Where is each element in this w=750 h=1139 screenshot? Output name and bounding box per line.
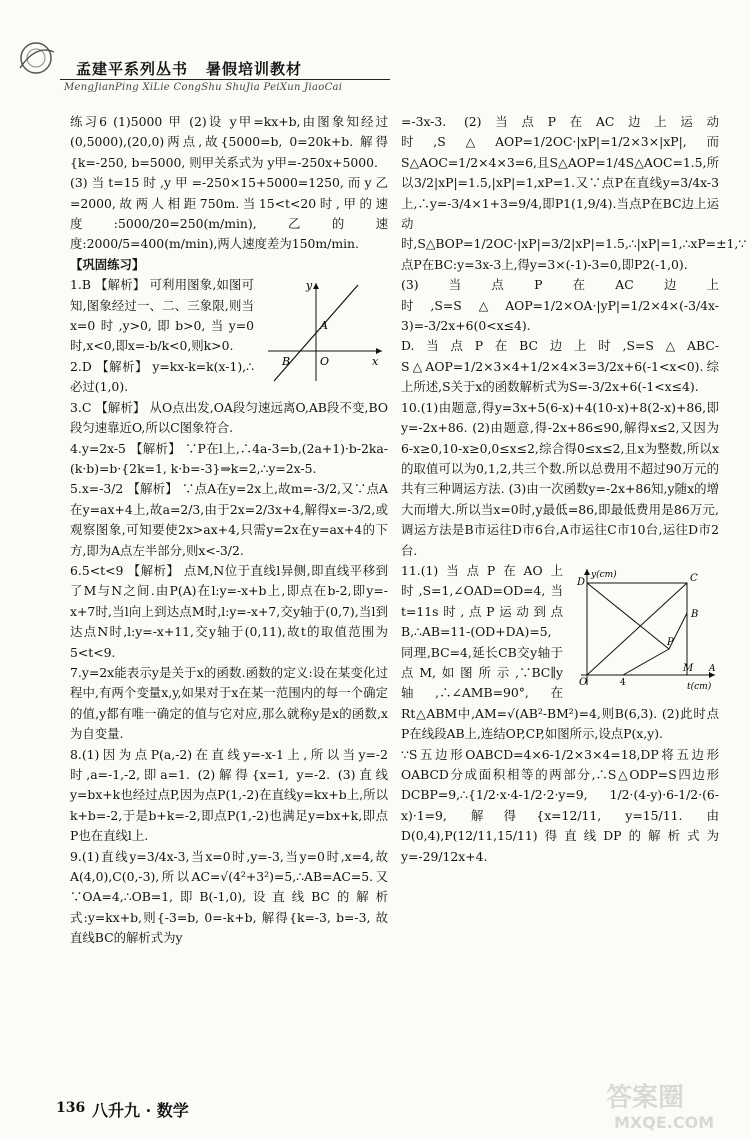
answer-9-cont: =-3x-3. (2)当点P在AC边上运动时,S△AOP=1/2OC·|xP|=1/2×3×|xP|,而S△AOC=1/2×4×3=6,且S△AOP=1/4S△AOC=1.5,所以3/2|xP|=1.5,|xP|=1,xP=1.又∵点P在直线y=3/4x-3上,∴y=-3/4×1+3=9/4,即P1(1,9/4).当点P在BC边上运动时,S△BOP=1/2OC·|xP|=3/2|xP|=1.5,∴|xP|=1,∴xP=±1,∵点P在BC:y=3x-3上,得y=3×(-1)-3=0,即P2(-1,0). xyxy=(401,114,747,272)
left-column xyxy=(70,112,388,949)
answer-7: 7.y=2x能表示y是关于x的函数.函数的定义:设在某变化过程中,有两个变量x,y,如果对于x在某一范围内的每一个确定的值,y都有唯一确定的值与它对应,那么就称y是x的函数,x为自变量. xyxy=(70,664,388,742)
fig2-d-label: D xyxy=(577,576,586,588)
series-name: 孟建平系列丛书 xyxy=(76,60,189,78)
section-heading: 【巩固练习】 xyxy=(70,256,145,272)
header-pinyin: MengJianPing XiLie CongShu ShuJia PeiXun JiaoCai xyxy=(64,82,343,93)
answer-9-part-3b: D.当点P在BC边上时,S=S△ABC-S△AOP=1/2×3×4+1/2×4×3=3/2x+6(-1<x<0).综上所述,S关于x的函数解析式为S=-3/2x+6(-1<x≤4). xyxy=(401,338,719,395)
series-logo xyxy=(14,38,60,78)
graph-figure-2 xyxy=(569,563,719,693)
answer-9-part-3: (3)当点P在AC边上时,S=S△AOP=1/2×OA·|yP|=1/2×4×(-3/4x-3)=-3/2x+6(0<x≤4). xyxy=(401,277,719,334)
grade-subject: 八升九 · 数学 xyxy=(92,1101,189,1120)
graph-figure-1 xyxy=(260,277,388,385)
fig1-x-label: x xyxy=(372,355,379,369)
page-number: 136 xyxy=(56,1100,86,1116)
right-column xyxy=(401,112,747,867)
answer-11-text: 11.(1)当点P在AO上时,S=1,∠OAD=OD=4,当t=11s时,点P运动到点B,∴AB=11-(OD+DA)=5,同理,BC=4,延长CB交y轴于点M,如图所示,∵BC∥y轴,∴∠AMB=90°,在Rt△ABM中,AM=√(AB²-BM²)=4,则B(6,3). (2)此时点P在线段AB上,连结OP,CP,如图所示,设点P(x,y). xyxy=(401,562,719,742)
svg-text:MXQE.COM: MXQE.COM xyxy=(614,1113,715,1132)
fig1-o-label: O xyxy=(320,355,330,369)
fig2-o-label: O xyxy=(579,676,588,688)
answer-3: 3.C 【解析】 从O点出发,OA段匀速远离O,AB段不变,BO段匀速靠近O,所以C图象符合. xyxy=(70,399,388,436)
answer-5: 5.x=-3/2 【解析】 ∵点A在y=2x上,故m=-3/2,又∵点A在y=ax+4上,故a=2/3,由于2x=2/3x+4,解得x=-3/2,或观察图象,可知要使2x>ax+4,只需y=2x在y=ax+4的下方,即为A点左半部分,则x<-3/2. xyxy=(70,481,388,558)
book-title: 暑假培训教材 xyxy=(206,60,303,78)
answer-11 xyxy=(401,561,719,745)
answer-4: 4.y=2x-5 【解析】 ∵P在l上,∴4a-3=b,(2a+1)·b-2ka-(k·b)=b·{2k=1, k·b=-3}⇒k=2,∴y=2x-5. xyxy=(70,440,388,476)
header-rule xyxy=(60,79,390,80)
fig2-p-label: P xyxy=(667,636,674,648)
fig1-b-label: B xyxy=(282,355,291,369)
exercise-6-part-2: (3)当t=15时,y甲=-250×15+5000=1250,而y乙=2000,故两人相距750m.当15<t<20时,甲的速度:5000/20=250(m/min),乙的速度:2000/5=400(m/min),两人速度差为150m/min. xyxy=(70,175,388,252)
fig2-b-label: B xyxy=(691,608,699,620)
answer-11-part-2: ∵S五边形OABCD=4×6-1/2×3×4=18,DP将五边形OABCD分成面积相等的两部分,∴S△ODP=S四边形DCBP=9,∴{1/2·x·4-1/2·2·y=9, 1/2·(4-y)·6-1/2·(6-x)·1=9, 解得{x=12/11, y=15/11. 由D(0,4),P(12/11,15/11)得直线DP的解析式为y=-29/12x+4. xyxy=(401,746,719,864)
answer-10: 10.(1)由题意,得y=3x+5(6-x)+4(10-x)+8(2-x)+86,即y=-2x+86. (2)由题意,得-2x+86≤90,解得x≤2,又因为6-x≥0,10-x≥0,0≤x≤2,综合得0≤x≤2,且x为整数,所以x的取值可以为0,1,2,共三个数.所以总费用不超过90万元的共有三种调运方法. (3)由一次函数y=-2x+86知,y随x的增大而增大.所以当x=0时,y最低=86,即最低费用是86万元,调运方法是B市运往D市6台,A市运往C市10台,运往D市2台. xyxy=(401,399,719,558)
watermark-logo xyxy=(600,1076,740,1134)
fig1-a-label: A xyxy=(320,319,328,333)
fig2-a-label: A xyxy=(709,663,716,674)
answer-1 xyxy=(70,275,388,369)
fig2-m-label: M xyxy=(683,662,694,674)
fig2-four-label: 4 xyxy=(620,677,626,688)
answer-1-text: 1.B 【解析】 可利用图象,如图可知,图象经过一、二、三象限,则当x=0时,y>0,即b>0,当y=0时,x<0,即x=-b/k<0,则k>0. xyxy=(70,277,254,354)
exercise-6-part-1: 练习6 (1)5000 甲 (2)设 y甲=kx+b,由图象知经过(0,5000),(20,0)两点,故{5000=b, 0=20k+b. 解得{k=-250, b=5000, 则甲关系式为 y甲=-250x+5000. xyxy=(70,114,388,170)
fig2-y-label: y(cm) xyxy=(591,569,617,580)
answer-9: 9.(1)直线y=3/4x-3,当x=0时,y=-3,当y=0时,x=4,故A(4,0),C(0,-3),所以AC=√(4²+3²)=5,∴AB=AC=5.又∵OA=4,∴OB=1,即B(-1,0),设直线BC的解析式:y=kx+b,则{-3=b, 0=-k+b, 解得{k=-3, b=-3, 故直线BC的解析式为y xyxy=(70,848,388,946)
answer-2: 2.D 【解析】 y=kx-k=k(x-1),∴必过(1,0). xyxy=(70,358,254,395)
fig2-x-label: t(cm) xyxy=(687,681,712,692)
answer-8: 8.(1)因为点P(a,-2)在直线y=-x-1上,所以当y=-2时,a=-1,-2,即a=1. (2)解得{x=1, y=-2. (3)直线y=bx+k也经过点P,因为点P(1,-2)在直线y=kx+b上,所以k+b=-2,于是b+k=-2,即点P(1,-2)也满足y=bx+k,即点P也在直线l上. xyxy=(70,746,388,844)
fig2-c-label: C xyxy=(690,572,698,584)
fig1-y-label: y xyxy=(306,279,313,293)
svg-text:答案圈: 答案圈 xyxy=(606,1083,685,1113)
answer-6: 6.5<t<9 【解析】 点M,N位于直线l异侧,即直线平移到了M与N之间.由P(A)在l:y=-x+b上,即点在b-2,即y=-x+7时,当l向上到达点M时,l:y=-x+7,交y轴于(0,7),当l到达点N时,l:y=-x+11,交y轴于(0,11),故t的取值范围为5<t<9. xyxy=(70,562,388,660)
